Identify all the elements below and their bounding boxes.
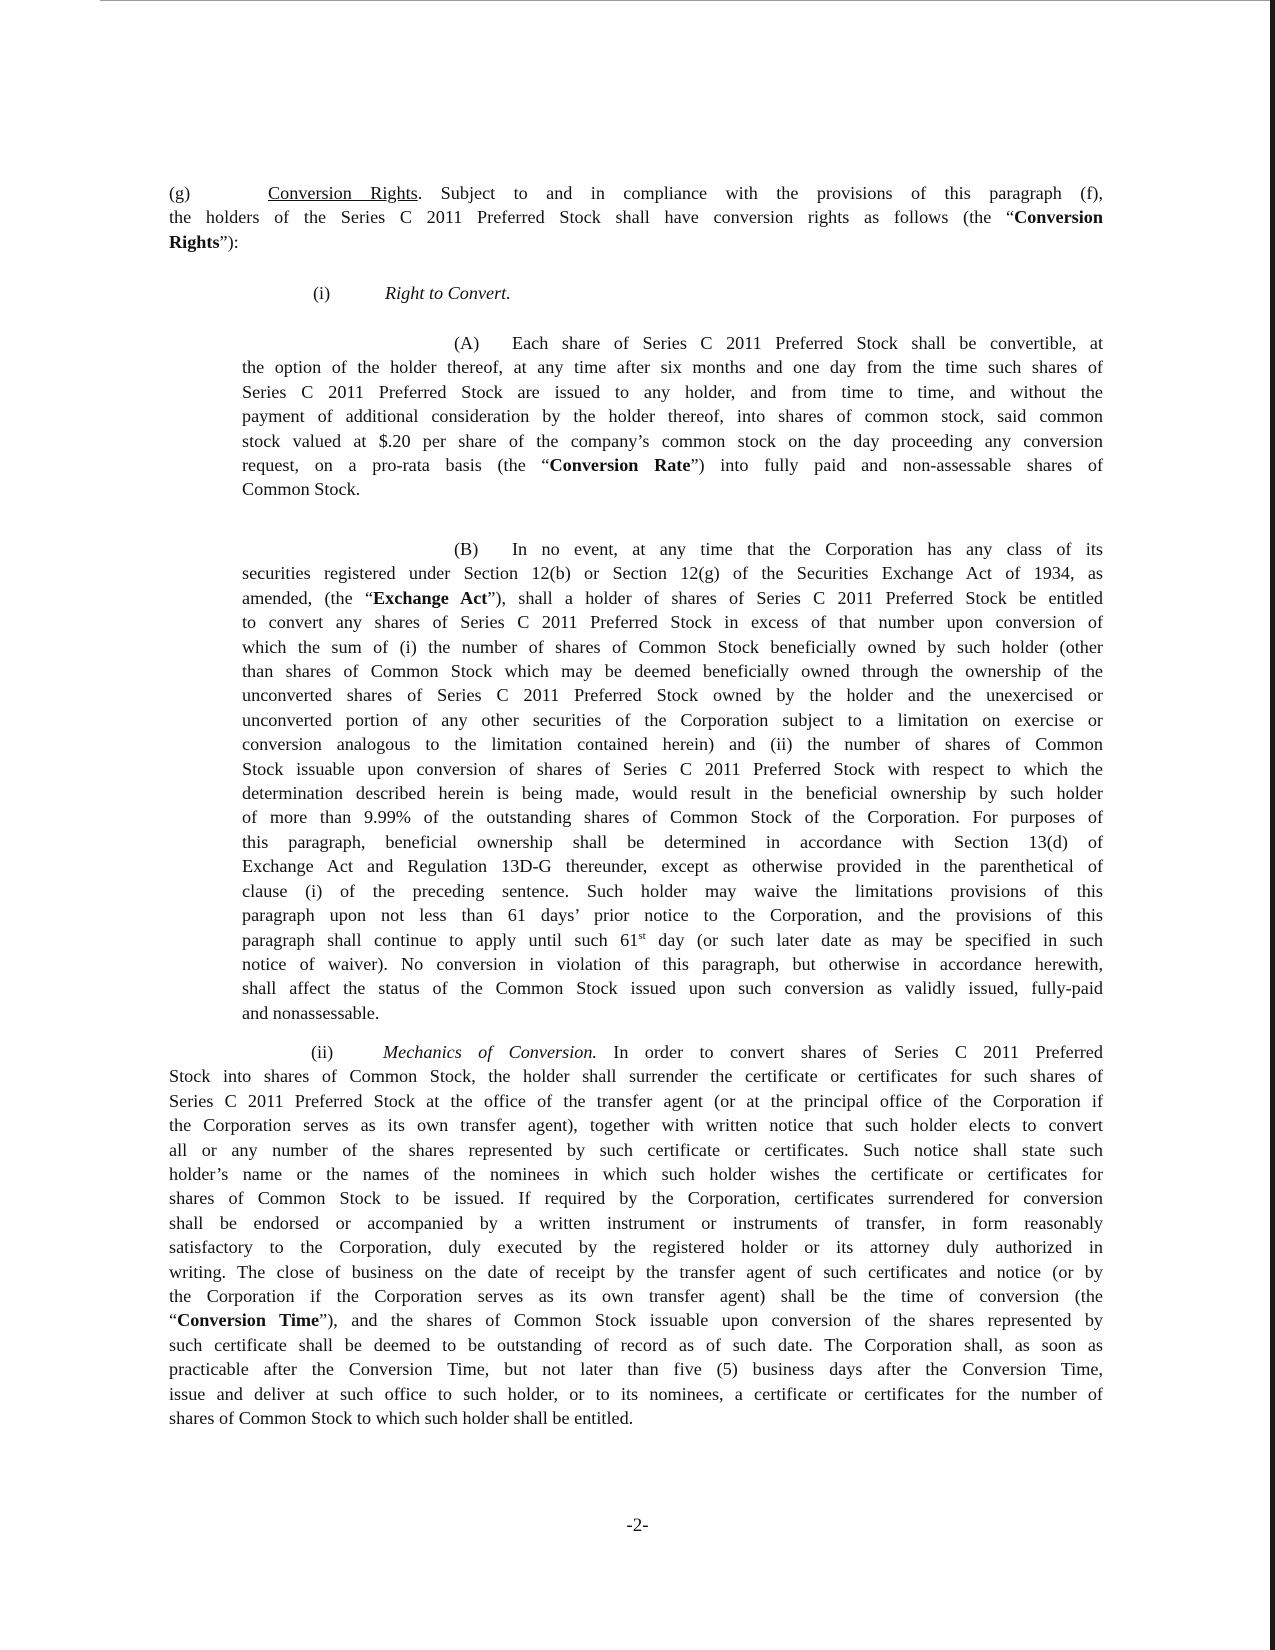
section-B-line: to convert any shares of Series C 2011 Preferred Stock in excess of that number upon conversion of xyxy=(242,612,1103,633)
section-ii-line xyxy=(169,1308,1103,1332)
section-ii-line12-post: ”), and the shares of Common Stock issuable upon conversion of the shares represented by xyxy=(319,1310,1104,1331)
section-B-line: conversion analogous to the limitation contained herein) and (ii) the number of shares of Common xyxy=(242,734,1103,755)
section-B-paragraph xyxy=(242,537,1103,1025)
section-ii-line: the Corporation if the Corporation serves as its own transfer agent) shall be the time of conversion (the xyxy=(169,1286,1103,1307)
section-B-line xyxy=(242,586,1103,610)
section-B-line: and nonassessable. xyxy=(242,1002,380,1023)
section-g-defined-term: Conversion xyxy=(1014,207,1103,228)
scan-right-edge xyxy=(1270,0,1275,1650)
section-B-marker: (B) xyxy=(454,539,479,559)
section-i-heading: Right to Convert. xyxy=(385,283,511,303)
section-ii-line: issue and deliver at such office to such holder, or to its nominees, a certificate or certificates for the number of xyxy=(169,1383,1103,1404)
section-ii-line: holder’s name or the names of the nominees in which such holder wishes the certificate or certificates for xyxy=(169,1164,1103,1185)
section-g-line1-text: . Subject to and in compliance with the provisions of this paragraph (f), xyxy=(417,183,1103,203)
section-B-line: unconverted portion of any other securities of the Corporation subject to a limitation on exercise or xyxy=(242,709,1103,730)
section-ii-line xyxy=(169,1040,1103,1064)
section-g-line2-text: the holders of the Series C 2011 Preferred Stock shall have conversion rights as follows (the “ xyxy=(169,207,1015,228)
section-B-line: determination described herein is being made, would result in the beneficial ownership by such holder xyxy=(242,783,1103,804)
section-i-heading-line xyxy=(313,281,511,305)
section-ii-line: shares of Common Stock to be issued. If required by the Corporation, certificates surrendered for conversion xyxy=(169,1188,1103,1209)
section-ii-line: shall be endorsed or accompanied by a written instrument or instruments of transfer, in form reasonably xyxy=(169,1212,1103,1233)
section-B-line xyxy=(242,928,1103,952)
section-A-line: the option of the holder thereof, at any time after six months and one day from the time such shares of xyxy=(242,357,1103,378)
section-g-line xyxy=(169,205,1103,229)
section-B-line: notice of waiver). No conversion in violation of this paragraph, but otherwise in accordance herewith, xyxy=(242,953,1103,974)
section-g-line3-text: ”): xyxy=(219,231,239,252)
section-ii-line: Stock into shares of Common Stock, the holder shall surrender the certificate or certificates for such shares of xyxy=(169,1066,1103,1087)
section-ii-line12-pre: “ xyxy=(169,1310,178,1331)
section-A-paragraph xyxy=(242,331,1103,502)
section-g-defined-term-cont: Rights xyxy=(169,231,220,252)
section-ii-line: all or any number of the shares represented by such certificate or certificates. Such notice shall state such xyxy=(169,1139,1103,1160)
section-g-paragraph xyxy=(169,181,1103,254)
ordinal-suffix: st xyxy=(638,929,646,942)
section-B-line: Stock issuable upon conversion of shares of Series C 2011 Preferred Stock with respect to which the xyxy=(242,758,1103,779)
section-B-line: clause (i) of the preceding sentence. Such holder may waive the limitations provisions of this xyxy=(242,880,1103,901)
section-B-line-text: In no event, at any time that the Corporation has any class of its xyxy=(512,539,1103,559)
section-A-line-text: Each share of Series C 2011 Preferred Stock shall be convertible, at xyxy=(512,333,1103,353)
section-B-line3-pre: amended, (the “ xyxy=(242,587,374,608)
section-A-marker: (A) xyxy=(454,333,480,353)
section-B-line: unconverted shares of Series C 2011 Preferred Stock owned by the holder and the unexercised or xyxy=(242,685,1103,706)
section-g-heading: Conversion Rights xyxy=(268,183,418,203)
section-B-defined-term: Exchange Act xyxy=(373,587,488,608)
section-A-line: Series C 2011 Preferred Stock are issued to any holder, and from time to time, and without the xyxy=(242,381,1103,402)
scan-top-edge xyxy=(100,0,1270,1)
section-B-line17-post: day (or such later date as may be specified in such xyxy=(645,929,1104,950)
section-ii-line: practicable after the Conversion Time, but not later than five (5) business days after the Conversion Time, xyxy=(169,1359,1103,1380)
section-B-line xyxy=(242,537,1103,561)
section-g-marker: (g) xyxy=(169,183,191,203)
section-B-line: Exchange Act and Regulation 13D-G thereunder, except as otherwise provided in the parenthetical of xyxy=(242,856,1103,877)
section-A-line6-pre: request, on a pro-rata basis (the “ xyxy=(242,455,550,476)
section-A-line6-post: ”) into fully paid and non-assessable shares of xyxy=(690,455,1104,476)
section-ii-marker: (ii) xyxy=(311,1042,334,1062)
section-ii-line: shares of Common Stock to which such holder shall be entitled. xyxy=(169,1408,634,1429)
section-A-line: stock valued at $.20 per share of the company’s common stock on the day proceeding any conversion xyxy=(242,430,1103,451)
section-ii-line: satisfactory to the Corporation, duly executed by the registered holder or its attorney duly authorized in xyxy=(169,1237,1103,1258)
page-number: -2- xyxy=(626,1515,649,1536)
section-ii-line1-text: In order to convert shares of Series C 2011 Preferred xyxy=(596,1042,1103,1062)
section-g-line xyxy=(169,230,1103,254)
section-B-line: securities registered under Section 12(b) or Section 12(g) of the Securities Exchange Act of 1934, as xyxy=(242,563,1103,584)
section-A-line xyxy=(242,453,1103,477)
section-i-marker: (i) xyxy=(313,283,331,303)
section-B-line17-pre: paragraph shall continue to apply until such 61 xyxy=(242,929,639,950)
section-ii-heading: Mechanics of Conversion. xyxy=(383,1042,597,1062)
section-g-line xyxy=(169,181,1103,205)
section-A-line: payment of additional consideration by the holder thereof, into shares of common stock, said common xyxy=(242,406,1103,427)
section-B-line: than shares of Common Stock which may be deemed beneficially owned through the ownership of the xyxy=(242,661,1103,682)
section-ii-line: Series C 2011 Preferred Stock at the office of the transfer agent (or at the principal office of the Corporation if xyxy=(169,1090,1103,1111)
section-B-line: which the sum of (i) the number of shares of Common Stock beneficially owned by such holder (other xyxy=(242,636,1103,657)
section-ii-line: the Corporation serves as its own transfer agent), together with written notice that such holder elects to convert xyxy=(169,1115,1103,1136)
section-ii-line: such certificate shall be deemed to be outstanding of record as of such date. The Corporation shall, as soon as xyxy=(169,1334,1103,1355)
section-B-line3-post: ”), shall a holder of shares of Series C 2011 Preferred Stock be entitled xyxy=(487,587,1104,608)
section-A-line: Common Stock. xyxy=(242,479,361,500)
section-B-line: shall affect the status of the Common Stock issued upon such conversion as validly issued, fully-paid xyxy=(242,978,1103,999)
section-ii-defined-term: Conversion Time xyxy=(177,1310,320,1331)
section-ii-line: writing. The close of business on the date of receipt by the transfer agent of such certificates and notice (or by xyxy=(169,1261,1103,1282)
section-A-defined-term: Conversion Rate xyxy=(549,455,691,476)
section-B-line: of more than 9.99% of the outstanding shares of Common Stock of the Corporation. For purposes of xyxy=(242,807,1103,828)
section-A-line xyxy=(242,331,1103,355)
section-ii-paragraph xyxy=(169,1040,1103,1431)
section-B-line: this paragraph, beneficial ownership shall be determined in accordance with Section 13(d) of xyxy=(242,831,1103,852)
section-B-line: paragraph upon not less than 61 days’ prior notice to the Corporation, and the provisions of this xyxy=(242,905,1103,926)
